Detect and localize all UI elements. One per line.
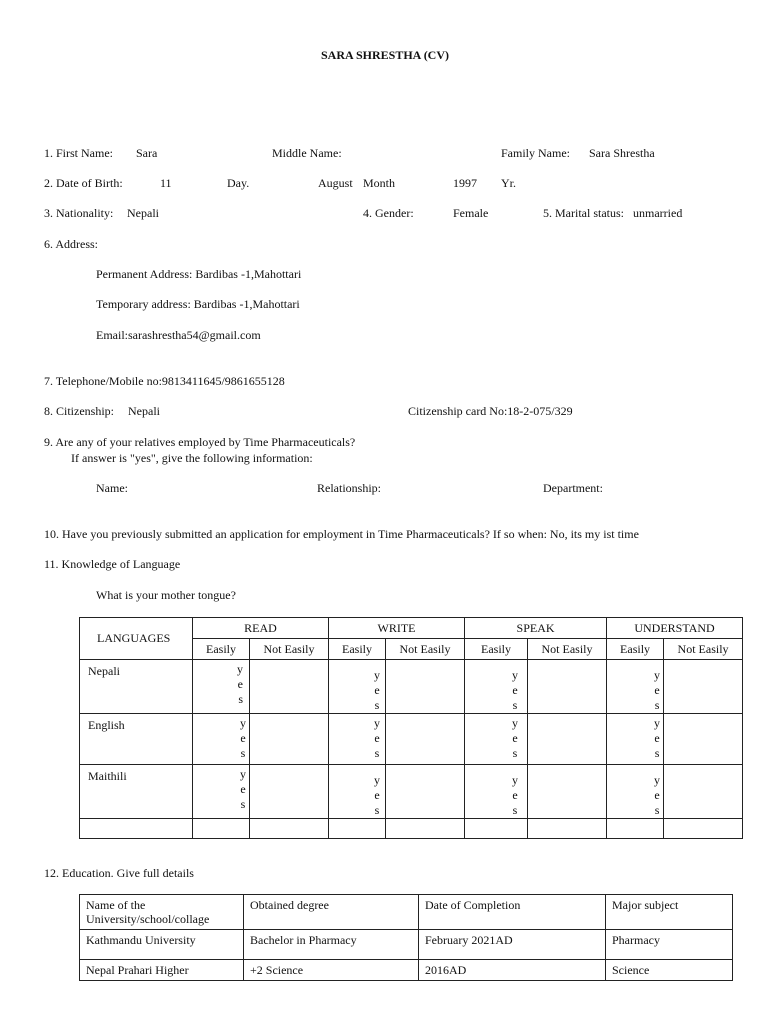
mother-tongue-question: What is your mother tongue?	[96, 588, 236, 602]
language-table	[79, 617, 743, 839]
dob-label: 2. Date of Birth:	[44, 176, 123, 190]
education-date: 2016AD	[419, 960, 606, 981]
education-subject: Science	[606, 960, 733, 981]
understand-not-easily-header: Not Easily	[664, 639, 743, 660]
language-name: English	[80, 714, 193, 765]
empty-cell	[80, 819, 193, 839]
education-degree: +2 Science	[244, 960, 419, 981]
dob-day-label: Day.	[227, 176, 250, 190]
yes-cell: y e s	[329, 660, 386, 714]
marital-status-label: 5. Marital status:	[543, 206, 624, 220]
empty-cell	[386, 660, 465, 714]
read-easily-header: Easily	[193, 639, 250, 660]
education-degree: Bachelor in Pharmacy	[244, 930, 419, 960]
email: Email:sarashrestha54@gmail.com	[96, 328, 261, 342]
understand-header: UNDERSTAND	[607, 618, 743, 639]
write-header: WRITE	[329, 618, 465, 639]
yes-cell: y e s	[465, 660, 528, 714]
dob-month-label: Month	[363, 176, 396, 190]
education-header-subject: Major subject	[606, 895, 733, 930]
empty-cell	[664, 714, 743, 765]
education-institution: Kathmandu University	[80, 930, 244, 960]
temporary-address: Temporary address: Bardibas -1,Mahottari	[96, 297, 300, 311]
permanent-address: Permanent Address: Bardibas -1,Mahottari	[96, 267, 302, 281]
empty-cell	[250, 714, 329, 765]
education-header-degree: Obtained degree	[244, 895, 419, 930]
relatives-instruction: If answer is "yes", give the following information:	[71, 451, 313, 465]
languages-header: LANGUAGES	[80, 618, 193, 660]
nationality-value: Nepali	[127, 206, 159, 220]
yes-cell: y e s	[193, 714, 250, 765]
empty-cell	[465, 819, 528, 839]
yes-cell: y e s	[607, 714, 664, 765]
yes-cell: y e s	[465, 714, 528, 765]
empty-cell	[193, 819, 250, 839]
language-name: Nepali	[80, 660, 193, 714]
write-easily-header: Easily	[329, 639, 386, 660]
speak-easily-header: Easily	[465, 639, 528, 660]
table-row	[80, 714, 743, 765]
table-row	[80, 819, 743, 839]
relatives-question: 9. Are any of your relatives employed by Time Pharmaceuticals?	[44, 435, 356, 449]
relationship-label: Relationship:	[317, 481, 381, 495]
empty-cell	[250, 660, 329, 714]
citizenship-value: Nepali	[128, 404, 160, 418]
education-institution: Nepal Prahari Higher	[80, 960, 244, 981]
empty-cell	[664, 765, 743, 819]
middle-name-label: Middle Name:	[272, 146, 342, 160]
language-name: Maithili	[80, 765, 193, 819]
empty-cell	[607, 819, 664, 839]
empty-cell	[528, 714, 607, 765]
family-name-value: Sara Shrestha	[589, 146, 655, 160]
language-knowledge-label: 11. Knowledge of Language	[44, 557, 181, 571]
education-header-date: Date of Completion	[419, 895, 606, 930]
empty-cell	[250, 765, 329, 819]
address-label: 6. Address:	[44, 237, 98, 251]
education-date: February 2021AD	[419, 930, 606, 960]
relative-name-label: Name:	[96, 481, 128, 495]
empty-cell	[664, 819, 743, 839]
yes-cell: y e s	[465, 765, 528, 819]
department-label: Department:	[543, 481, 603, 495]
telephone: 7. Telephone/Mobile no:9813411645/9861655128	[44, 374, 285, 388]
education-header-institution: Name of the University/school/collage	[80, 895, 244, 930]
table-row	[80, 765, 743, 819]
read-header: READ	[193, 618, 329, 639]
first-name-label: 1. First Name:	[44, 146, 113, 160]
read-not-easily-header: Not Easily	[250, 639, 329, 660]
speak-header: SPEAK	[465, 618, 607, 639]
family-name-label: Family Name:	[501, 146, 570, 160]
yes-cell: y e s	[607, 765, 664, 819]
citizenship-label: 8. Citizenship:	[44, 404, 114, 418]
empty-cell	[528, 660, 607, 714]
table-row	[80, 660, 743, 714]
marital-status-value: unmarried	[633, 206, 683, 220]
yes-cell: y e s	[193, 765, 250, 819]
gender-label: 4. Gender:	[363, 206, 414, 220]
dob-day-value: 11	[160, 176, 172, 190]
education-label: 12. Education. Give full details	[44, 866, 194, 880]
document-title: SARA SHRESTHA (CV)	[320, 48, 450, 62]
yes-cell: y e s	[329, 765, 386, 819]
empty-cell	[528, 765, 607, 819]
empty-cell	[386, 819, 465, 839]
empty-cell	[528, 819, 607, 839]
empty-cell	[250, 819, 329, 839]
education-subject: Pharmacy	[606, 930, 733, 960]
dob-year-value: 1997	[453, 176, 477, 190]
yes-cell: y e s	[193, 660, 250, 714]
citizenship-card: Citizenship card No:18-2-075/329	[408, 404, 573, 418]
dob-month-value: August	[318, 176, 353, 190]
understand-easily-header: Easily	[607, 639, 664, 660]
empty-cell	[386, 714, 465, 765]
write-not-easily-header: Not Easily	[386, 639, 465, 660]
nationality-label: 3. Nationality:	[44, 206, 114, 220]
table-row	[80, 960, 733, 981]
gender-value: Female	[453, 206, 489, 220]
empty-cell	[386, 765, 465, 819]
education-table	[79, 894, 733, 981]
table-row	[80, 930, 733, 960]
yes-cell: y e s	[607, 660, 664, 714]
empty-cell	[329, 819, 386, 839]
first-name-value: Sara	[136, 146, 158, 160]
yes-cell: y e s	[329, 714, 386, 765]
speak-not-easily-header: Not Easily	[528, 639, 607, 660]
dob-year-label: Yr.	[501, 176, 516, 190]
previous-application: 10. Have you previously submitted an application for employment in Time Pharmaceuticals? If so when: No, its my ist time	[44, 527, 639, 541]
empty-cell	[664, 660, 743, 714]
